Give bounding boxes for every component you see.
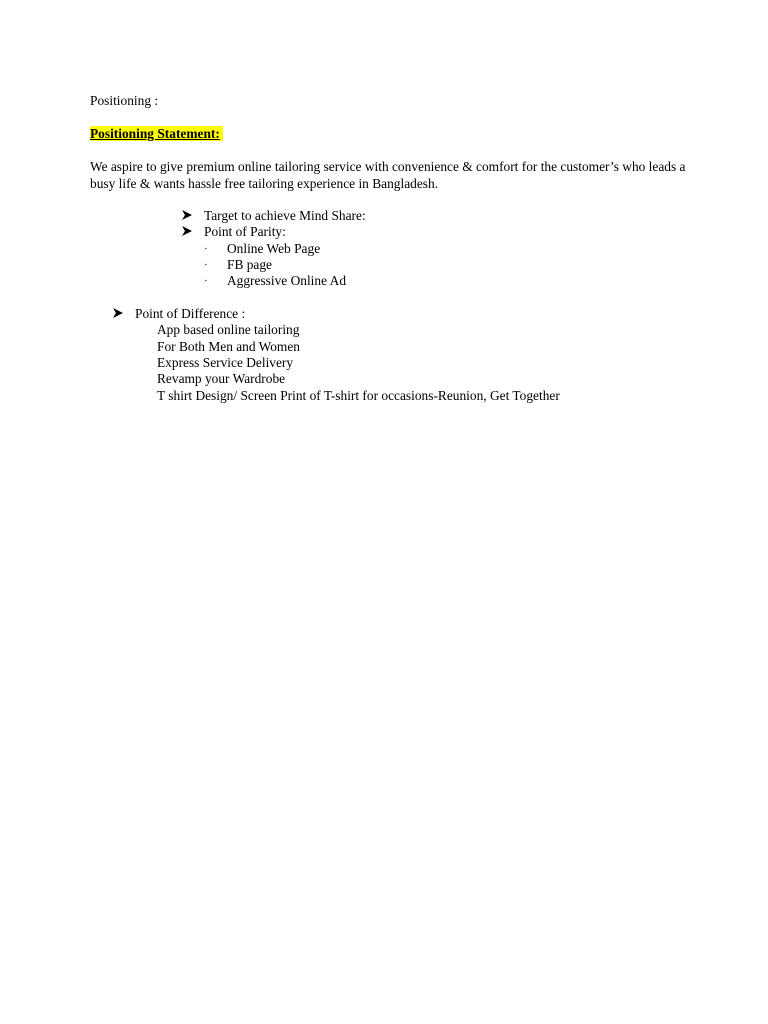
difference-item: T shirt Design/ Screen Print of T-shirt for occasions-Reunion, Get Together [157, 388, 560, 403]
arrow-bullet-icon [181, 224, 193, 240]
dot-bullet-icon: · [204, 275, 208, 287]
section-heading: Positioning : [90, 93, 159, 108]
difference-item: For Both Men and Women [157, 339, 300, 354]
arrow-bullet-icon [181, 208, 193, 224]
parity-item: Online Web Page [227, 241, 321, 256]
positioning-statement-title: Positioning Statement: [90, 126, 223, 141]
difference-item: Revamp your Wardrobe [157, 371, 286, 386]
positioning-statement-text: We aspire to give premium online tailoring service with convenience & comfort for the customer’s who leads a busy life & wants hassle free tailoring experience in Bangladesh. [90, 159, 686, 191]
parity-item: Aggressive Online Ad [227, 273, 347, 288]
dot-bullet-icon: · [204, 259, 208, 271]
bullet-point-of-difference: Point of Difference : [135, 306, 246, 321]
arrow-bullet-icon [112, 306, 124, 322]
difference-item: Express Service Delivery [157, 355, 294, 370]
bullet-mind-share: Target to achieve Mind Share: [204, 208, 366, 223]
bullet-point-of-parity: Point of Parity: [204, 224, 286, 239]
statement-title-line [90, 126, 223, 142]
dot-bullet-icon: · [204, 243, 208, 255]
parity-item: FB page [227, 257, 273, 272]
difference-item: App based online tailoring [157, 322, 300, 337]
